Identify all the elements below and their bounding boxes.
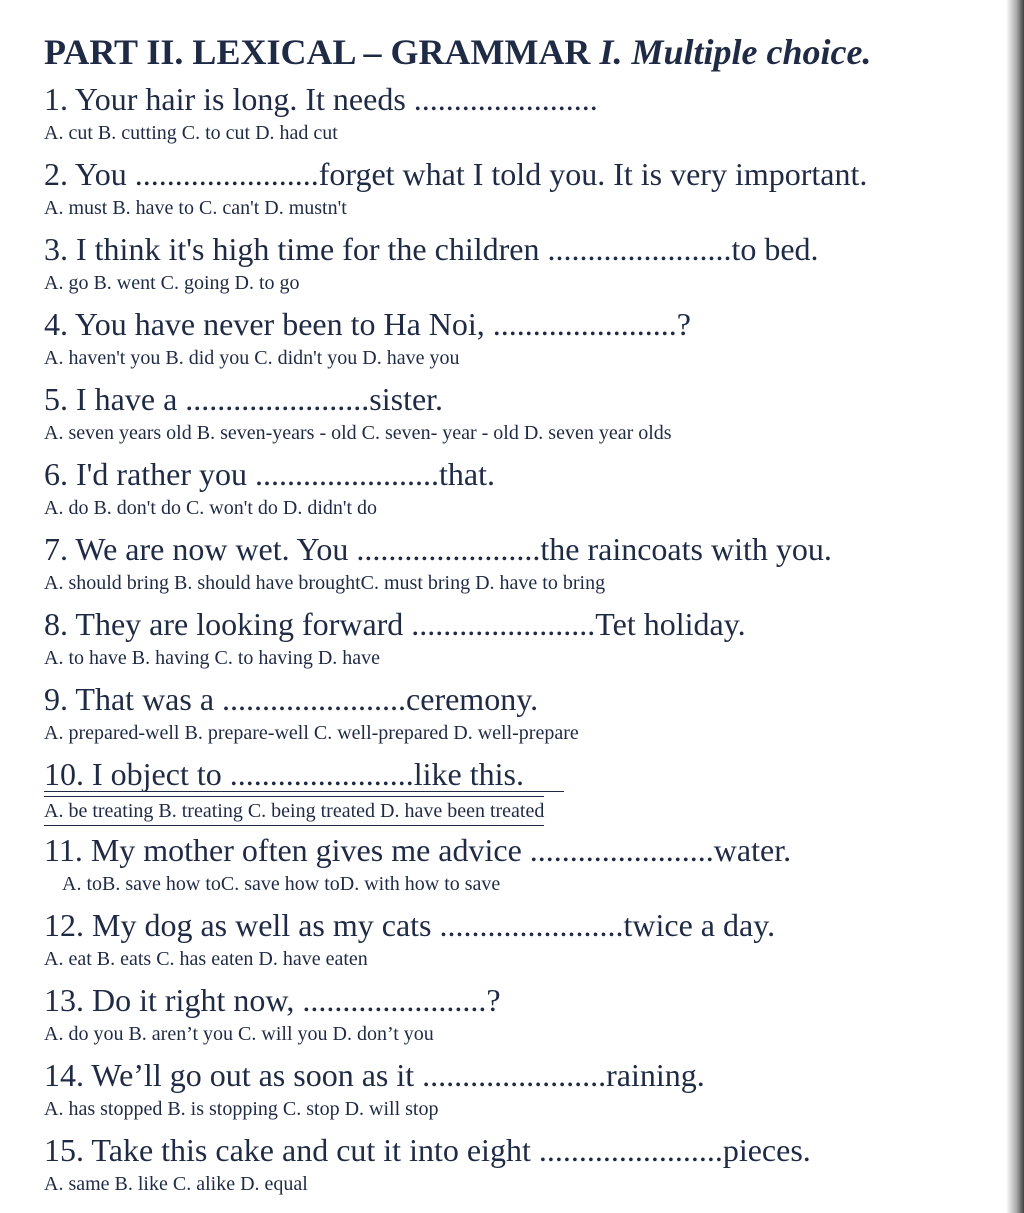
question-stem: 13. Do it right now, .......................? <box>44 982 501 1018</box>
answer-options: A. has stopped B. is stopping C. stop D. will stop <box>44 1098 439 1120</box>
question-stem: 5. I have a .......................sister. <box>44 381 444 417</box>
question-stem: 4. You have never been to Ha Noi, .......................? <box>44 306 691 342</box>
question-3 <box>44 228 1004 303</box>
question-8 <box>44 603 1004 678</box>
answer-options: A. should bring B. should have broughtC. must bring D. have to bring <box>44 572 606 594</box>
answer-options: A. must B. have to C. can't D. mustn't <box>44 197 347 219</box>
answer-options: A. toB. save how toC. save how toD. with how to save <box>62 873 501 895</box>
section-heading <box>44 26 1004 78</box>
question-6 <box>44 453 1004 528</box>
answer-options: A. cut B. cutting C. to cut D. had cut <box>44 122 338 144</box>
question-9 <box>44 678 1004 753</box>
question-stem: 2. You .......................forget what I told you. It is very important. <box>44 156 868 192</box>
question-stem: 11. My mother often gives me advice .......................water. <box>44 832 792 868</box>
question-stem: 9. That was a .......................ceremony. <box>44 681 539 717</box>
question-stem: 12. My dog as well as my cats .......................twice a day. <box>44 907 776 943</box>
answer-options: A. do B. don't do C. won't do D. didn't do <box>44 497 378 519</box>
question-stem: 7. We are now wet. You .......................the raincoats with you. <box>44 531 832 567</box>
answer-options: A. haven't you B. did you C. didn't you D. have you <box>44 347 460 369</box>
question-1 <box>44 78 1004 153</box>
question-stem: 1. Your hair is long. It needs ....................... <box>44 81 598 117</box>
answer-options: A. same B. like C. alike D. equal <box>44 1173 308 1195</box>
answer-options: A. prepared-well B. prepare-well C. well-prepared D. well-prepare <box>44 722 579 744</box>
question-13 <box>44 979 1004 1054</box>
page-edge-shadow <box>1006 0 1024 1213</box>
question-7 <box>44 528 1004 603</box>
question-5 <box>44 378 1004 453</box>
worksheet-page <box>44 26 1004 1204</box>
question-4 <box>44 303 1004 378</box>
question-stem: 3. I think it's high time for the children .......................to bed. <box>44 231 819 267</box>
answer-options: A. seven years old B. seven-years - old C. seven- year - old D. seven year olds <box>44 422 672 444</box>
question-stem: 15. Take this cake and cut it into eight .......................pieces. <box>44 1132 811 1168</box>
question-12 <box>44 904 1004 979</box>
question-11 <box>44 829 1004 904</box>
question-stem: 8. They are looking forward .......................Tet holiday. <box>44 606 746 642</box>
answer-options: A. go B. went C. going D. to go <box>44 272 300 294</box>
heading-subsection-label: I. Multiple choice. <box>599 32 872 72</box>
answer-options: A. eat B. eats C. has eaten D. have eaten <box>44 948 368 970</box>
question-15 <box>44 1129 1004 1204</box>
heading-part-label: PART II. LEXICAL – GRAMMAR <box>44 32 600 72</box>
answer-options: A. be treating B. treating C. being treated D. have been treated <box>44 796 544 826</box>
question-stem: 6. I'd rather you .......................that. <box>44 456 496 492</box>
answer-options: A. to have B. having C. to having D. have <box>44 647 381 669</box>
question-stem: 14. We’ll go out as soon as it .......................raining. <box>44 1057 705 1093</box>
question-10 <box>44 753 1004 829</box>
question-stem: 10. I object to .......................like this. <box>44 753 564 792</box>
answer-options: A. do you B. aren’t you C. will you D. don’t you <box>44 1023 434 1045</box>
question-2 <box>44 153 1004 228</box>
question-14 <box>44 1054 1004 1129</box>
